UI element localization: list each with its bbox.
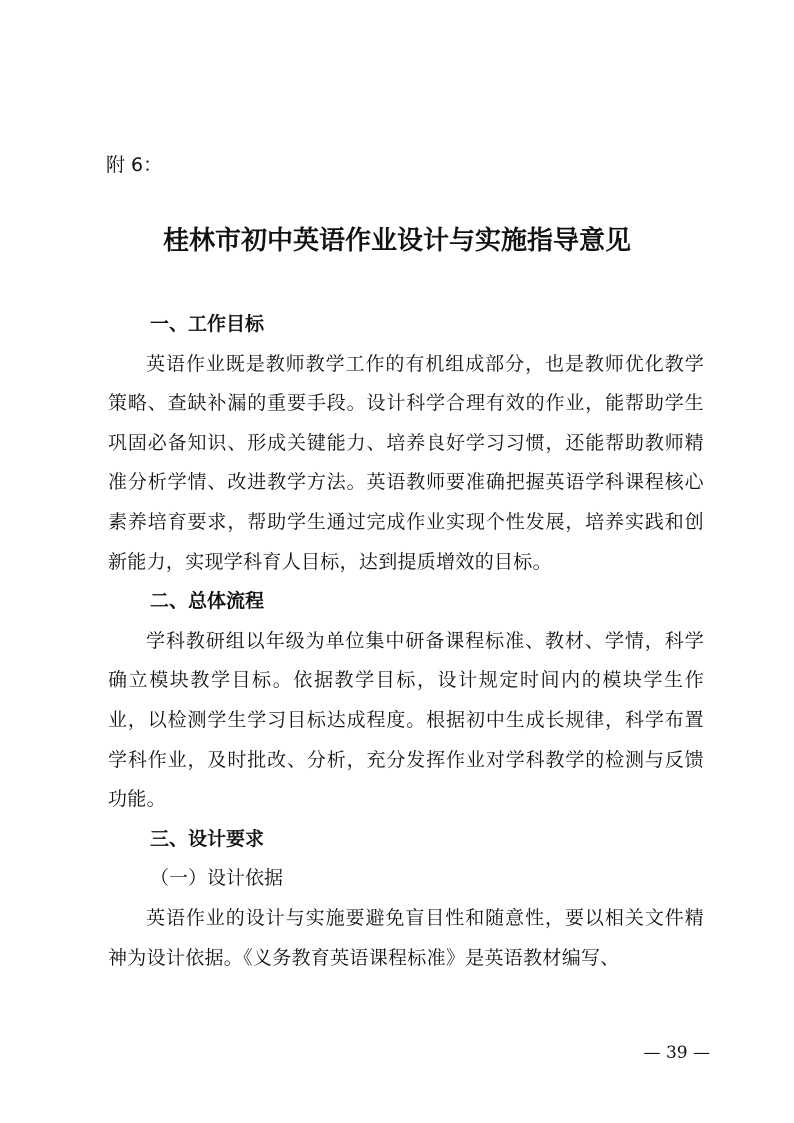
section-heading-process: 二、总体流程 — [150, 590, 265, 613]
paragraph-basis: 英语作业的设计与实施要避免盲目性和随意性，要以相关文件精神为设计依据。《义务教育英语课程标准》是英语教材编写、 — [108, 906, 704, 969]
document-body — [108, 305, 704, 978]
document-title: 桂林市初中英语作业设计与实施指导意见 — [162, 226, 631, 256]
page-number: — 39 — — [643, 1043, 710, 1063]
section-heading-goals: 一、工作目标 — [150, 313, 265, 335]
attachment-label: 附 6： — [106, 154, 163, 176]
paragraph-process: 学科教研组以年级为单位集中研备课程标准、教材、学情，科学确立模块教学目标。依据教学目标，设计规定时间内的模块学生作业，以检测学生学习目标达成程度。根据初中生成长规律，科学布置学科作业，及时批改、分析，充分发挥作业对学科教学的检测与反馈功能。 — [108, 629, 704, 811]
paragraph-goals: 英语作业既是教师教学工作的有机组成部分，也是教师优化教学策略、查缺补漏的重要手段。设计科学合理有效的作业，能帮助学生巩固必备知识、形成关键能力、培养良好学习习惯，还能帮助教师精准分析学情、改进教学方法。英语教师要准确把握英语学科课程核心素养培育要求，帮助学生通过完成作业实现个性发展，培养实践和创新能力，实现学科育人目标，达到提质增效的目标。 — [108, 352, 704, 573]
subsection-heading-basis: （一）设计依据 — [150, 867, 284, 890]
section-heading-requirements: 三、设计要求 — [150, 827, 265, 850]
